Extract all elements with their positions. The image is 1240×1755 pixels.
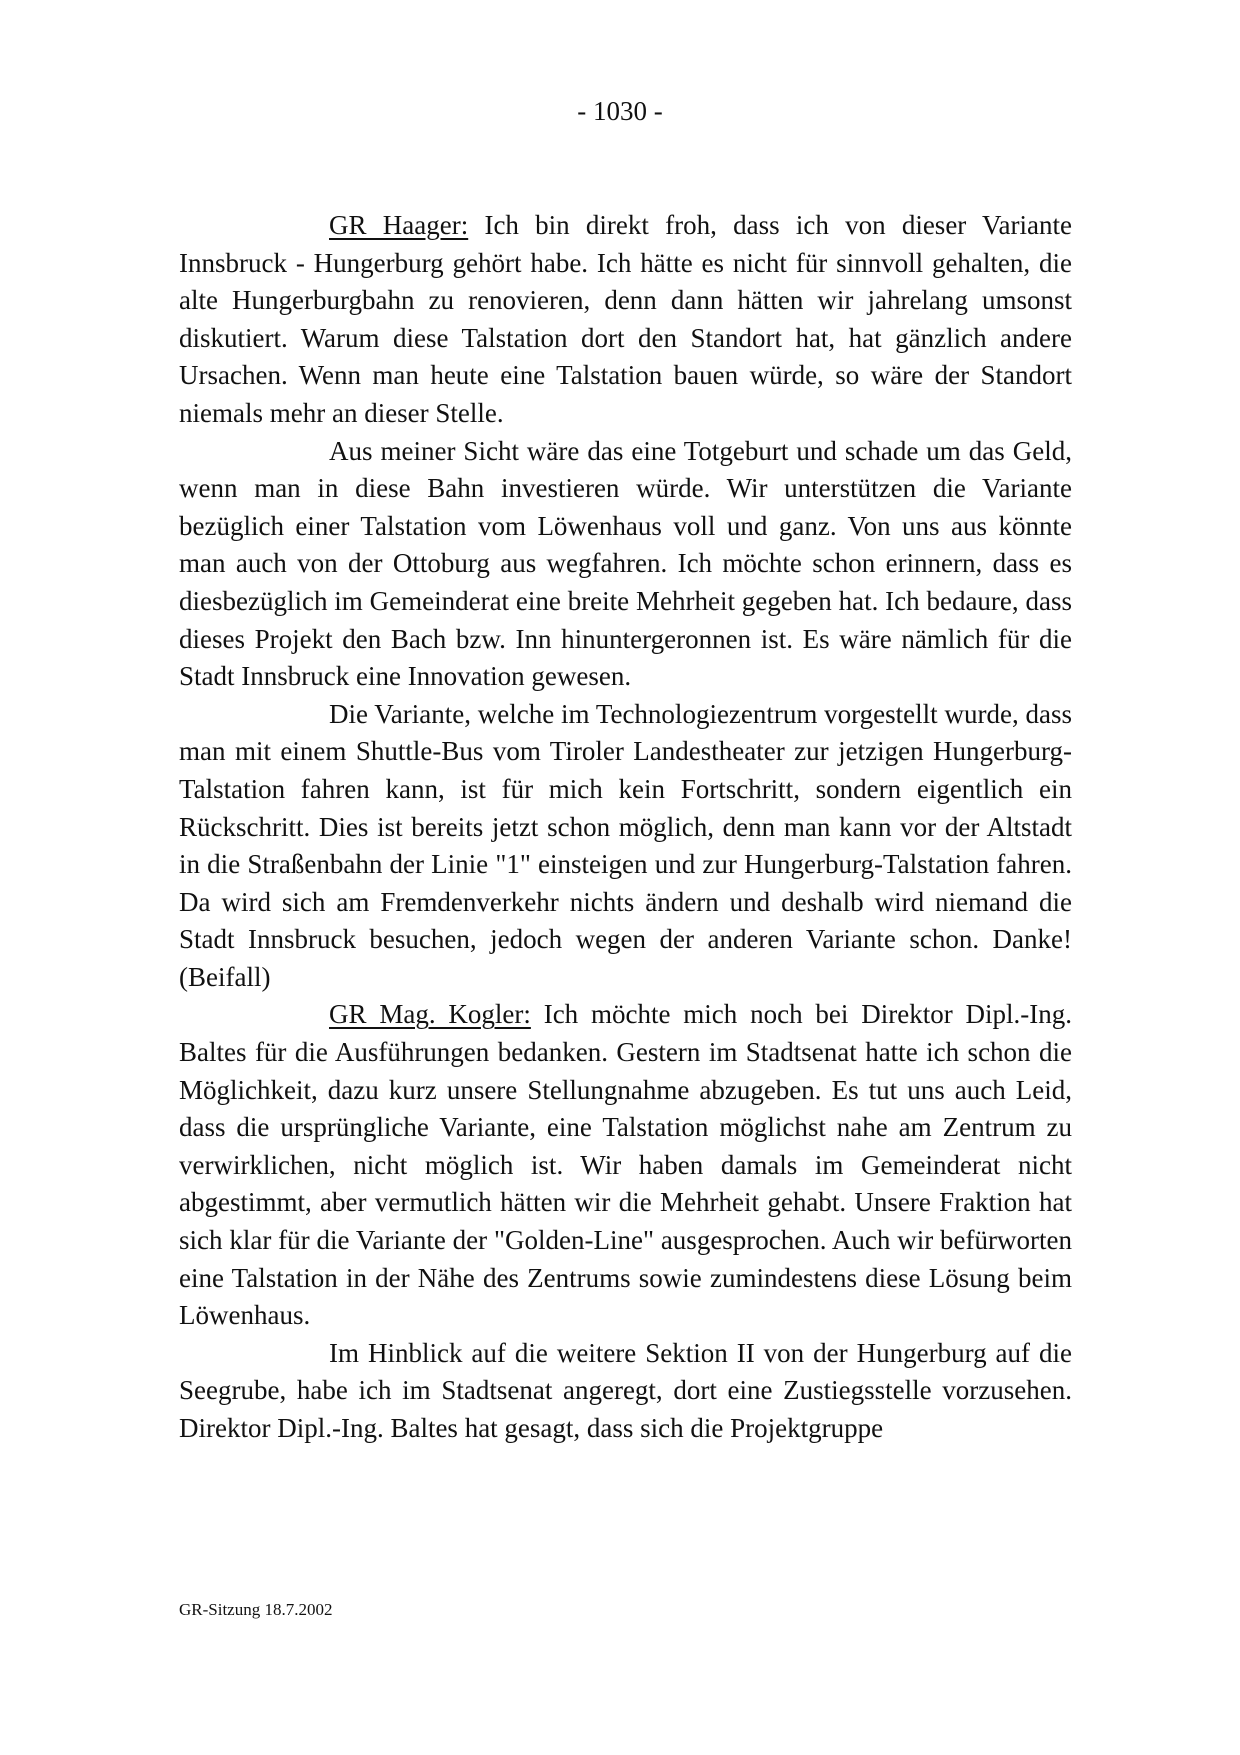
page-number: - 1030 - [577,96,663,126]
paragraph-text: Ich bin direkt froh, dass ich von dieser Variante Innsbruck - Hungerburg gehört habe. Ich hätte es nicht für sinnvoll gehalten, die alte Hungerburgbahn zu renovieren, denn dann hätten wir jahrelang umsonst diskutiert. Warum diese Talstation dort den Standort hat, hat gänzlich andere Ursachen. Wenn man heute eine Talstation bauen würde, so wäre der Standort niemals mehr an dieser Stelle. [179,210,1072,428]
paragraph-haager-3 [179,696,1072,997]
paragraph-kogler-1 [179,996,1072,1334]
paragraph-haager-1 [179,207,1072,433]
paragraph-haager-2 [179,433,1072,696]
paragraph-text: Ich möchte mich noch bei Direktor Dipl.-Ing. Baltes für die Ausführungen bedanken. Gestern im Stadtsenat hatte ich schon die Möglichkeit, dazu kurz unsere Stellungnahme abzugeben. Es tut uns auch Leid, dass die ursprüngliche Variante, eine Talstation möglichst nahe am Zentrum zu verwirklichen, nicht möglich ist. Wir haben damals im Gemeinderat nicht abgestimmt, aber vermutlich hätten wir die Mehrheit gehabt. Unsere Fraktion hat sich klar für die Variante der "Golden-Line" ausgesprochen. Auch wir befürworten eine Talstation in der Nähe des Zentrums sowie zumindestens diese Lösung beim Löwenhaus. [179,999,1072,1331]
paragraph-text: Im Hinblick auf die weitere Sektion II von der Hungerburg auf die Seegrube, habe ich im Stadtsenat angeregt, dort eine Zustiegsstelle vorzusehen. Direktor Dipl.-Ing. Baltes hat gesagt, dass sich die Projektgruppe [179,1337,1072,1443]
paragraph-text: Aus meiner Sicht wäre das eine Totgeburt und schade um das Geld, wenn man in diese Bahn investieren würde. Wir unterstützen die Variante bezüglich einer Talstation vom Löwenhaus voll und ganz. Von uns aus könnte man auch von der Ottoburg aus wegfahren. Ich möchte schon erinnern, dass es diesbezüglich im Gemeinderat eine breite Mehrheit gegeben hat. Ich bedaure, dass dieses Projekt den Bach bzw. Inn hinuntergeronnen ist. Es wäre nämlich für die Stadt Innsbruck eine Innovation gewesen. [179,435,1072,692]
footer-session-date: GR-Sitzung 18.7.2002 [179,1600,333,1619]
speaker-name: GR Mag. Kogler: [329,999,531,1030]
paragraph-kogler-2 [179,1335,1072,1448]
paragraph-text: Die Variante, welche im Technologiezentrum vorgestellt wurde, dass man mit einem Shuttle-Bus vom Tiroler Landestheater zur jetzigen Hungerburg-Talstation fahren kann, ist für mich kein Fortschritt, sondern eigentlich ein Rückschritt. Dies ist bereits jetzt schon möglich, denn man kann vor der Altstadt in die Straßenbahn der Linie "1" einsteigen und zur Hungerburg-Talstation fahren. Da wird sich am Fremdenverkehr nichts ändern und deshalb wird niemand die Stadt Innsbruck besuchen, jedoch wegen der anderen Variante schon. Danke! (Beifall) [179,698,1072,992]
document-body [179,207,1072,1448]
speaker-name: GR Haager: [329,210,469,240]
